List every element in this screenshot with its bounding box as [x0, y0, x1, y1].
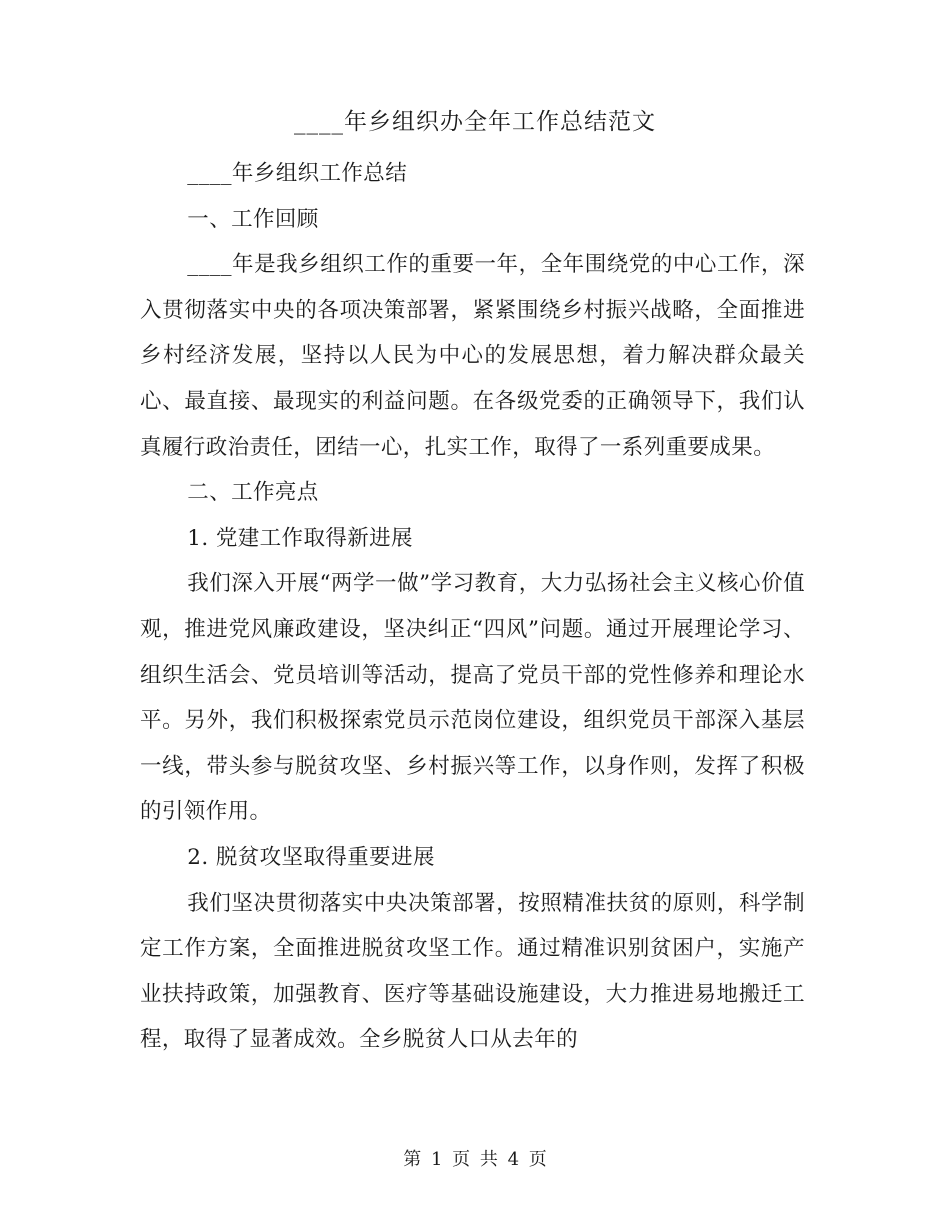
subheading-poverty-alleviation: 2. 脱贫攻坚取得重要进展 [187, 844, 435, 870]
section-heading-highlights: 二、工作亮点 [187, 480, 319, 506]
page-number-footer: 第 1 页 共 4 页 [403, 1149, 547, 1170]
section-subtitle: ____年乡组织工作总结 [187, 161, 408, 186]
subheading-party-building: 1. 党建工作取得新进展 [187, 525, 413, 551]
document-title: ____年乡组织办全年工作总结范文 [294, 109, 656, 135]
paragraph-party-building: 我们深入开展“两学一做”学习教育，大力弘扬社会主义核心价值观，推进党风廉政建设，坚决纠正“四风”问题。通过开展理论学习、组织生活会、党员培训等活动，提高了党员干部的党性修养和理论水平。另外，我们积极探索党员示范岗位建设，组织党员干部深入基层一线，带头参与脱贫攻坚、乡村振兴等工作，以身作则，发挥了积极的引领作用。 [140, 571, 805, 825]
section-heading-review: 一、工作回顾 [187, 206, 319, 232]
paragraph-poverty-alleviation: 我们坚决贯彻落实中央决策部署，按照精准扶贫的原则，科学制定工作方案，全面推进脱贫攻坚工作。通过精准识别贫困户，实施产业扶持政策，加强教育、医疗等基础设施建设，大力推进易地搬迁工程，取得了显著成效。全乡脱贫人口从去年的 [140, 890, 805, 1053]
paragraph-review: ____年是我乡组织工作的重要一年，全年围绕党的中心工作，深入贯彻落实中央的各项决策部署，紧紧围绕乡村振兴战略，全面推进乡村经济发展，坚持以人民为中心的发展思想，着力解决群众最关心、最直接、最现实的利益问题。在各级党委的正确领导下，我们认真履行政治责任，团结一心，扎实工作，取得了一系列重要成果。 [140, 252, 805, 460]
document-body [140, 151, 805, 1063]
